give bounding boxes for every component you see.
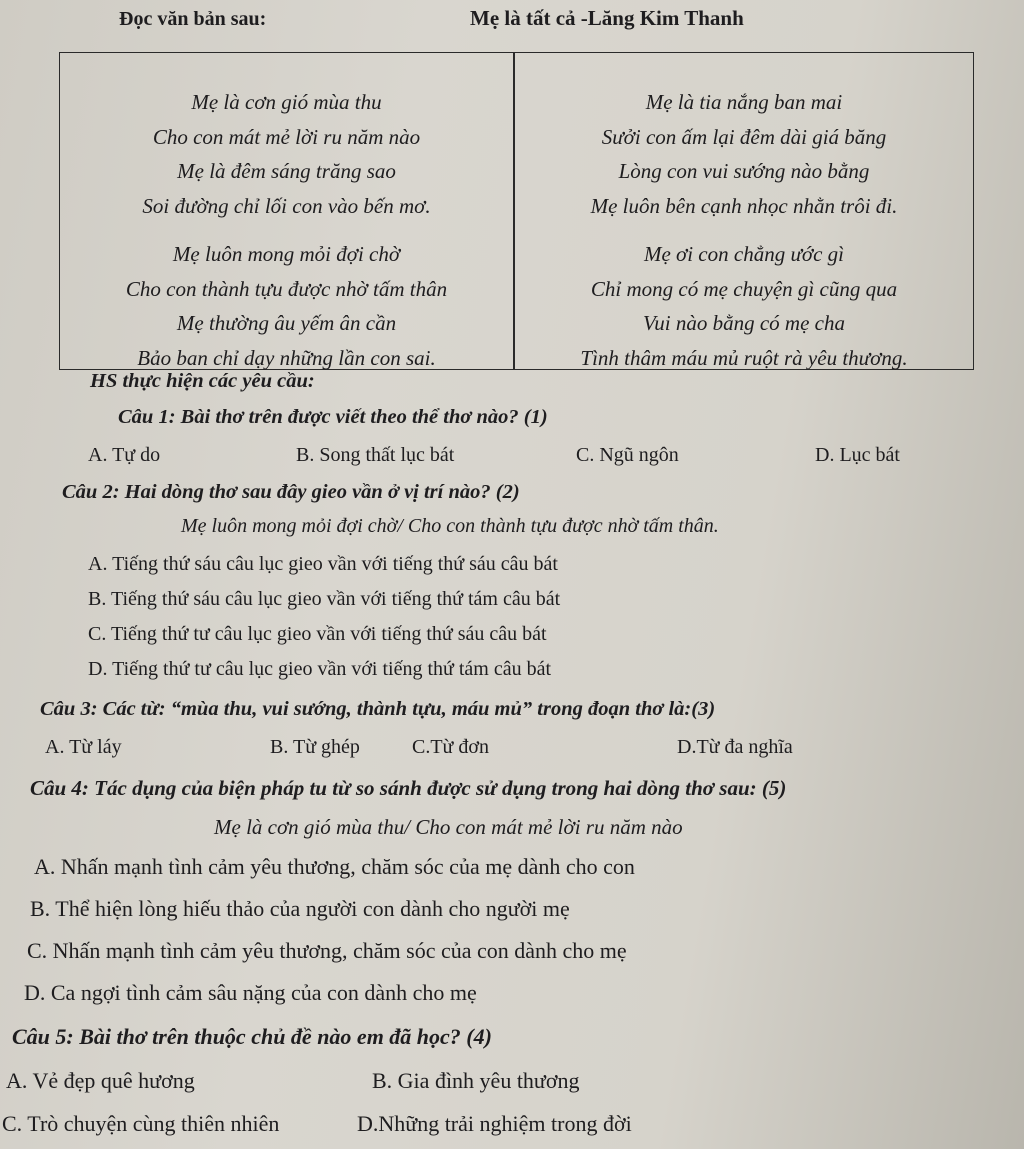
q3-option-d[interactable]: D.Từ đa nghĩa <box>677 736 793 758</box>
q4-quote: Mẹ là cơn gió mùa thu/ Cho con mát mẻ lời ru năm nào <box>214 815 683 839</box>
q1-option-a[interactable]: A. Tự do <box>88 444 161 466</box>
q5-question: Câu 5: Bài thơ trên thuộc chủ đề nào em đã học? (4) <box>12 1024 492 1049</box>
poem-title: Mẹ là tất cả -Lăng Kim Thanh <box>470 6 744 30</box>
q2-option-a[interactable]: A. Tiếng thứ sáu câu lục gieo vần với tiếng thứ sáu câu bát <box>88 553 558 575</box>
poem-line: Vui nào bằng có mẹ cha <box>643 311 845 335</box>
q1-option-c[interactable]: C. Ngũ ngôn <box>576 444 679 466</box>
poem-line: Cho con thành tựu được nhờ tấm thân <box>125 276 448 301</box>
q4-option-b[interactable]: B. Thể hiện lòng hiếu thảo của người con dành cho người mẹ <box>30 896 570 921</box>
poem-line: Bảo ban chỉ dạy những lần con sai. <box>137 345 436 370</box>
tasks-heading: HS thực hiện các yêu cầu: <box>90 370 315 392</box>
poem-line: Mẹ là đêm sáng trăng sao <box>177 159 396 183</box>
q3-option-b[interactable]: B. Từ ghép <box>270 736 360 758</box>
poem-right-column <box>515 85 973 375</box>
poem-line: Mẹ luôn mong mỏi đợi chờ <box>172 242 401 266</box>
poem-line: Mẹ thường âu yếm ân cần <box>176 311 397 335</box>
poem-line: Chỉ mong có mẹ chuyện gì cũng qua <box>590 276 898 301</box>
q2-option-b[interactable]: B. Tiếng thứ sáu câu lục gieo vần với tiếng thứ tám câu bát <box>88 588 561 610</box>
q1-question: Câu 1: Bài thơ trên được viết theo thể thơ nào? (1) <box>118 406 548 428</box>
q5-option-b[interactable]: B. Gia đình yêu thương <box>372 1068 580 1093</box>
poem-line: Tình thâm máu mủ ruột rà yêu thương. <box>580 345 908 370</box>
q1-option-d[interactable]: D. Lục bát <box>815 444 900 466</box>
poem-table <box>59 52 974 370</box>
q4-question: Câu 4: Tác dụng của biện pháp tu từ so sánh được sử dụng trong hai dòng thơ sau: (5) <box>30 776 787 800</box>
poem-line: Mẹ là tia nắng ban mai <box>645 90 843 114</box>
q3-question: Câu 3: Các từ: “mùa thu, vui sướng, thành tựu, máu mủ” trong đoạn thơ là:(3) <box>40 698 716 720</box>
q3-option-a[interactable]: A. Từ láy <box>45 736 122 758</box>
poem-line: Sưởi con ấm lại đêm dài giá băng <box>601 124 887 149</box>
poem-line: Soi đường chỉ lối con vào bến mơ. <box>142 193 431 218</box>
q2-option-c[interactable]: C. Tiếng thứ tư câu lục gieo vần với tiếng thứ sáu câu bát <box>88 623 547 645</box>
q4-option-c[interactable]: C. Nhấn mạnh tình cảm yêu thương, chăm sóc của con dành cho mẹ <box>27 938 627 963</box>
q5-option-d[interactable]: D.Những trải nghiệm trong đời <box>357 1111 632 1136</box>
q4-option-d[interactable]: D. Ca ngợi tình cảm sâu nặng của con dành cho mẹ <box>24 980 477 1005</box>
poem-line: Cho con mát mẻ lời ru năm nào <box>152 124 421 149</box>
poem-line: Mẹ luôn bên cạnh nhọc nhằn trôi đi. <box>590 193 898 218</box>
q3-option-c[interactable]: C.Từ đơn <box>412 736 489 758</box>
poem-left-column <box>60 85 513 375</box>
q2-option-d[interactable]: D. Tiếng thứ tư câu lục gieo vần với tiếng thứ tám câu bát <box>88 658 552 680</box>
q2-quote: Mẹ luôn mong mỏi đợi chờ/ Cho con thành tựu được nhờ tấm thân. <box>181 515 719 537</box>
q5-option-c[interactable]: C. Trò chuyện cùng thiên nhiên <box>2 1111 280 1136</box>
q4-option-a[interactable]: A. Nhấn mạnh tình cảm yêu thương, chăm sóc của mẹ dành cho con <box>34 854 635 879</box>
q5-option-a[interactable]: A. Vẻ đẹp quê hương <box>6 1068 195 1093</box>
poem-line: Mẹ ơi con chẳng ước gì <box>643 242 845 266</box>
q1-option-b[interactable]: B. Song thất lục bát <box>296 444 455 466</box>
q2-question: Câu 2: Hai dòng thơ sau đây gieo vần ở vị trí nào? (2) <box>62 481 520 503</box>
poem-line: Mẹ là cơn gió mùa thu <box>191 90 382 114</box>
instruction-label: Đọc văn bản sau: <box>119 8 267 30</box>
poem-line: Lòng con vui sướng nào bằng <box>618 159 870 183</box>
